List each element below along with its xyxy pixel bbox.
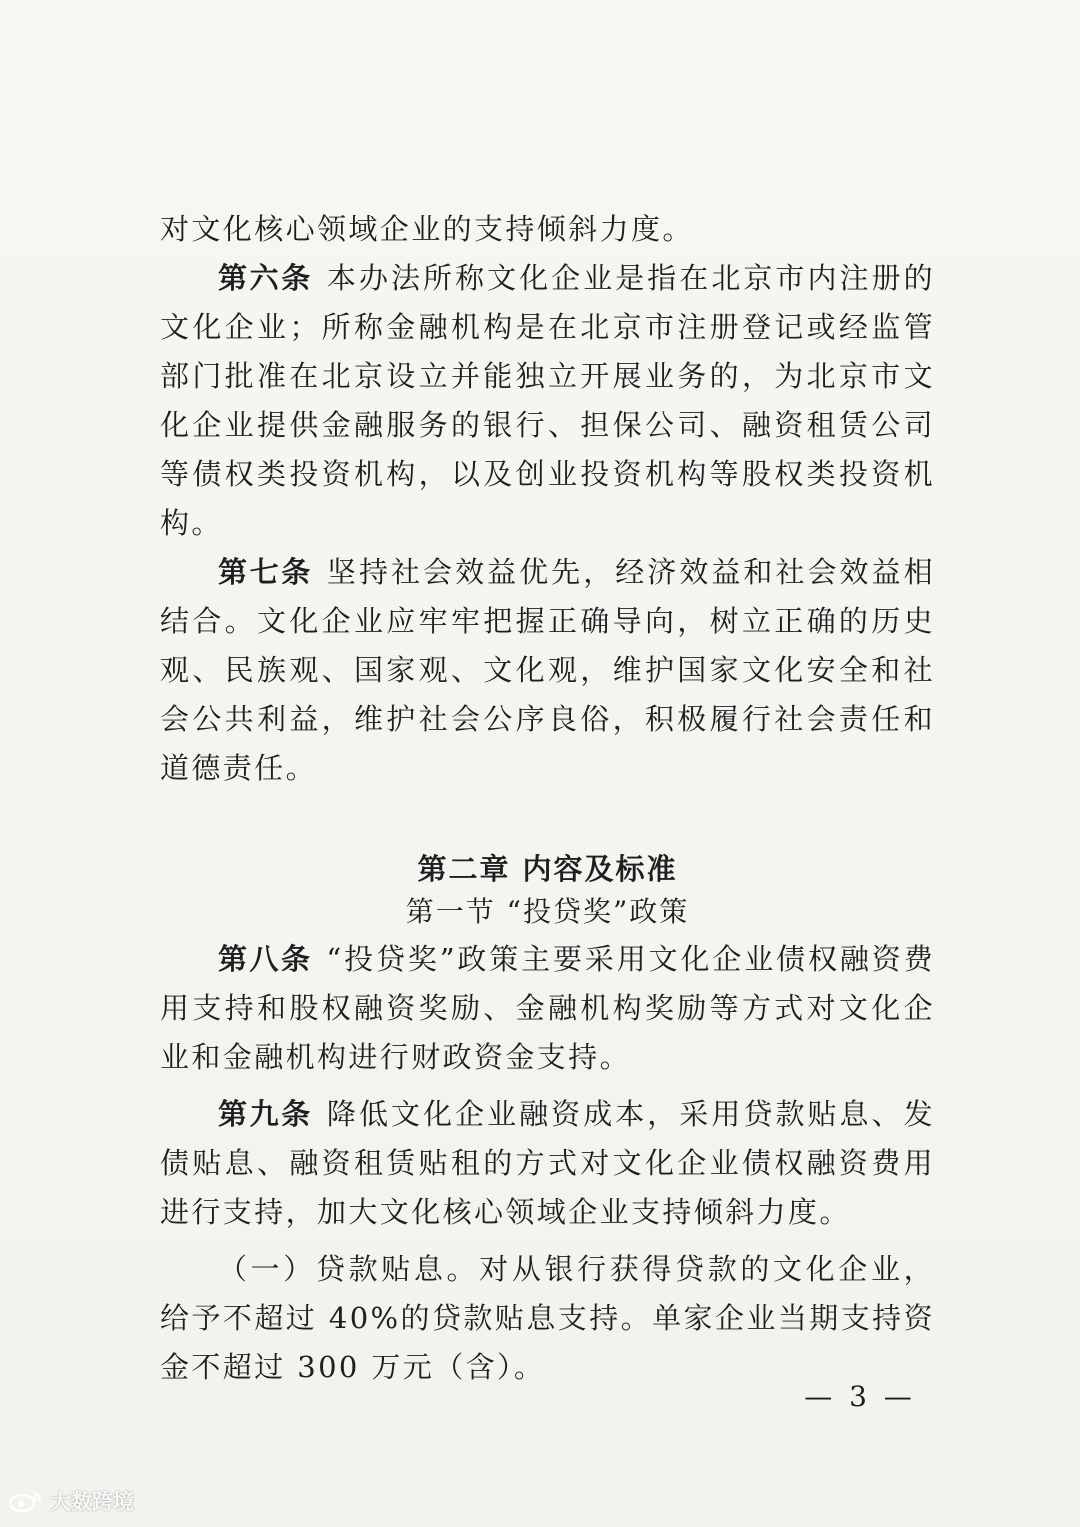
article-9: [160, 1090, 935, 1237]
page-number: — 3 —: [804, 1380, 916, 1413]
article-9-text: 降低文化企业融资成本，采用贷款贴息、发债贴息、融资租赁贴租的方式对文化企业债权融资费用进行支持，加大文化核心领域企业支持倾斜力度。: [160, 1097, 935, 1229]
article-6: [160, 254, 935, 548]
article-6-text: 本办法所称文化企业是指在北京市内注册的文化企业；所称金融机构是在北京市注册登记或经监管部门批准在北京设立并能独立开展业务的，为北京市文化企业提供金融服务的银行、担保公司、融资租赁公司等债权类投资机构，以及创业投资机构等股权类投资机构。: [160, 261, 935, 540]
section-title: 第一节 “投贷奖”政策: [405, 895, 690, 928]
article-8: [160, 935, 935, 1082]
article-8-text: “投贷奖”政策主要采用文化企业债权融资费用支持和股权融资奖励、金融机构奖励等方式对文化企业和金融机构进行财政资金支持。: [160, 942, 935, 1074]
watermark: [8, 1486, 134, 1516]
weibo-style-logo-icon: [8, 1489, 44, 1513]
article-7: [160, 548, 935, 793]
page-body: [160, 205, 935, 1392]
watermark-text: 大数跨境: [50, 1490, 134, 1514]
item-1-loan-subsidy: （一）贷款贴息。对从银行获得贷款的文化企业，给予不超过 40%的贷款贴息支持。单家企业当期支持资金不超过 300 万元（含）。: [160, 1252, 935, 1384]
article-9-label: 第九条: [218, 1097, 313, 1131]
paragraph-continuation: 对文化核心领域企业的支持倾斜力度。: [160, 212, 694, 246]
article-8-label: 第八条: [218, 942, 313, 976]
article-7-label: 第七条: [218, 555, 313, 589]
article-6-label: 第六条: [218, 261, 313, 295]
article-7-text: 坚持社会效益优先，经济效益和社会效益相结合。文化企业应牢牢把握正确导向，树立正确的历史观、民族观、国家观、文化观，维护国家文化安全和社会公共利益，维护社会公序良俗，积极履行社会责任和道德责任。: [160, 555, 935, 785]
chapter-title: 第二章 内容及标准: [417, 852, 678, 886]
